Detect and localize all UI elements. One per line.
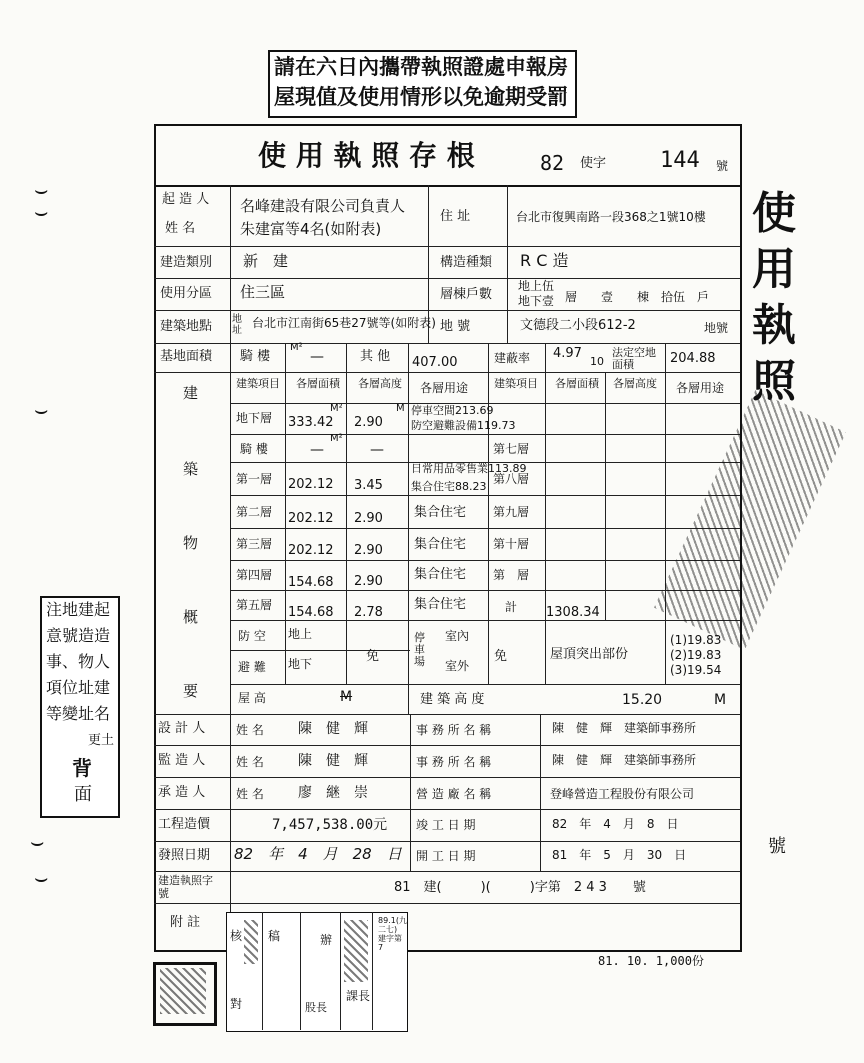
notice-line2: 屋現值及使用情形以免逾期受罰 xyxy=(274,84,568,109)
site-addr-label: 地址 xyxy=(232,314,242,336)
floors-units: 層 壹 棟 拾伍 戶 xyxy=(565,290,710,304)
address-label: 住 址 xyxy=(440,209,471,224)
left-heading-4: 概 xyxy=(183,608,199,626)
license-number: 144 xyxy=(660,148,700,173)
height-header-2: 各層高度 xyxy=(613,377,657,390)
roof-1: (1)19.83 xyxy=(670,633,722,647)
arcade-label: 騎 樓 xyxy=(240,349,271,364)
floors-label: 層棟戶數 xyxy=(440,287,493,302)
open-space-value: 204.88 xyxy=(670,351,716,366)
contractor-name-label: 姓 名 xyxy=(236,787,264,801)
parking-outdoor: 室外 xyxy=(445,659,470,673)
permit-no-label: 建造執照字號 xyxy=(158,874,213,900)
side-note-line-2: 意號造造 xyxy=(46,626,111,645)
structure-value: R C 造 xyxy=(520,251,569,270)
license-year: 82 xyxy=(540,151,565,175)
f3-label: 第三層 xyxy=(236,537,273,551)
area-header-2: 各層面積 xyxy=(555,377,599,390)
basement-area-unit: M² xyxy=(330,403,343,414)
basement-use-2: 防空避難設備119.73 xyxy=(411,419,516,432)
cost-label: 工程造價 xyxy=(158,817,211,832)
area-header: 各層面積 xyxy=(296,377,340,390)
designer-label: 設 計 人 xyxy=(158,721,206,736)
side-note-line-7: 背 xyxy=(72,756,92,780)
zoning-label: 使用分區 xyxy=(160,286,213,301)
parking-indoor: 室內 xyxy=(445,629,470,643)
f2-label: 第二層 xyxy=(236,505,273,519)
f1-height: 3.45 xyxy=(354,478,383,493)
roof-height-value: M xyxy=(340,689,353,705)
f10-label: 第十層 xyxy=(493,537,530,551)
shelter-ground: 地上 xyxy=(288,627,313,641)
complete-date-label: 竣 工 日 期 xyxy=(416,818,476,832)
permit-no-value: 81 建( )( )字第 2 4 3 號 xyxy=(394,880,646,895)
designer-name-label: 姓 名 xyxy=(236,723,264,737)
f3-height: 2.90 xyxy=(354,543,383,558)
floors-below: 地下壹 xyxy=(518,294,555,308)
form-code: 89.1(九二七)建字第7 xyxy=(378,916,407,952)
site-label: 建築地點 xyxy=(160,319,213,334)
binding-mark-5: ⌣ xyxy=(34,866,49,891)
f2-area: 202.12 xyxy=(288,511,334,526)
roof-proj-label: 屋頂突出部份 xyxy=(550,647,629,662)
f2-height: 2.90 xyxy=(354,511,383,526)
address-value: 台北市復興南路一段368之1號10樓 xyxy=(516,210,706,224)
side-note-line-6: 更土 xyxy=(88,733,115,748)
left-heading-5: 要 xyxy=(183,682,199,700)
arcade-row-area: — xyxy=(310,442,324,458)
approval-core: 核 xyxy=(230,929,243,943)
notice-line1: 請在六日內攜帶執照證處申報房 xyxy=(274,54,568,79)
shelter-label-2: 避 難 xyxy=(238,660,266,674)
coverage-frac: 10 xyxy=(590,355,604,368)
applicant-value2: 朱建富等4名(如附表) xyxy=(240,220,382,238)
issue-date-value: 82 年 4 月 28 日 xyxy=(234,845,402,863)
f4-height: 2.90 xyxy=(354,574,383,589)
contractor-firm-label: 營 造 廠 名 稱 xyxy=(416,787,492,801)
official-seal-texture xyxy=(160,968,206,1014)
binding-mark-4: ⌣ xyxy=(30,830,45,855)
f1-area: 202.12 xyxy=(288,477,334,492)
roof-3: (3)19.54 xyxy=(670,663,722,677)
floors-above: 地上伍 xyxy=(518,279,555,293)
lot-value: 文德段二小段612-2 xyxy=(520,318,636,333)
parking-label: 停車場 xyxy=(414,631,425,668)
bld-height-label: 建 築 高 度 xyxy=(420,692,485,707)
arcade-row-label: 騎 樓 xyxy=(240,442,268,456)
arcade-row-height: — xyxy=(370,442,384,458)
designer-value: 陳 健 輝 xyxy=(298,721,368,737)
items-header-2: 建築項目 xyxy=(494,377,538,390)
zoning-value: 住三區 xyxy=(240,283,286,301)
issue-date-label: 發照日期 xyxy=(158,848,211,863)
lot-label: 地 號 xyxy=(440,319,471,334)
applicant-name-label: 姓 名 xyxy=(165,221,196,236)
arcade-unit: M² xyxy=(290,342,303,353)
total-mark: 計 xyxy=(505,600,518,614)
side-note-line-3: 事、物人 xyxy=(46,652,111,671)
structure-label: 構造種類 xyxy=(440,255,493,270)
side-note-line-8: 面 xyxy=(74,784,92,805)
supervisor-value: 陳 健 輝 xyxy=(298,753,368,769)
left-heading-1: 建 xyxy=(183,384,199,402)
f5-area: 154.68 xyxy=(288,605,334,620)
f5-label: 第五層 xyxy=(236,598,273,612)
side-vertical-title: 使用執照 xyxy=(752,188,796,407)
supervisor-label: 監 造 人 xyxy=(158,753,206,768)
applicant-label: 起 造 人 xyxy=(162,192,210,207)
approval-check: 對 xyxy=(230,997,243,1011)
roof-height-label: 屋 高 xyxy=(238,691,266,705)
parking-exempt: 免 xyxy=(494,649,508,664)
f3-use: 集合住宅 xyxy=(414,537,467,552)
arcade-value: — xyxy=(310,349,324,365)
left-heading-3: 物 xyxy=(183,534,199,552)
open-date-value: 81 年 5 月 30 日 xyxy=(552,848,687,862)
f3-area: 202.12 xyxy=(288,543,334,558)
open-date-label: 開 工 日 期 xyxy=(416,849,476,863)
build-type-label: 建造類別 xyxy=(160,255,213,270)
coverage-label: 建蔽率 xyxy=(494,351,531,365)
fx-label: 第 層 xyxy=(493,568,530,582)
left-heading-2: 築 xyxy=(183,460,199,478)
side-page-mark: 號 xyxy=(768,836,786,857)
side-note-line-4: 項位址建 xyxy=(46,678,111,697)
notes-label: 附 註 xyxy=(170,915,201,930)
basement-height-unit: M xyxy=(396,403,405,414)
f5-height: 2.78 xyxy=(354,605,383,620)
site-value: 台北市江南街65巷27號等(如附表) xyxy=(252,316,436,330)
approval-handle: 辦 xyxy=(320,933,333,947)
binding-mark-1: ⌣ xyxy=(34,178,49,203)
f4-label: 第四層 xyxy=(236,568,273,582)
applicant-value: 名峰建設有限公司負責人 xyxy=(240,197,406,215)
basement-area: 333.42 xyxy=(288,415,334,430)
f8-label: 第八層 xyxy=(493,472,530,486)
signature-mark-2 xyxy=(344,920,368,982)
binding-mark-3: ⌣ xyxy=(34,398,49,423)
basement-height: 2.90 xyxy=(354,415,383,430)
designer-office-value: 陳 健 輝 建築師事務所 xyxy=(552,721,697,735)
height-header: 各層高度 xyxy=(358,377,402,390)
license-hao: 號 xyxy=(716,159,729,173)
f1-use-2: 集合住宅88.23 xyxy=(411,480,487,493)
lot-suffix: 地號 xyxy=(704,321,729,335)
shelter-under: 地下 xyxy=(288,657,313,671)
f5-use: 集合住宅 xyxy=(414,597,467,612)
f9-label: 第九層 xyxy=(493,505,530,519)
f1-label: 第一層 xyxy=(236,472,273,486)
signature-mark-1 xyxy=(244,920,258,964)
other-label: 其 他 xyxy=(360,349,391,364)
cost-value: 7,457,538.00元 xyxy=(272,817,388,833)
license-zi: 使字 xyxy=(580,156,607,171)
coverage-value: 4.97 xyxy=(553,346,582,361)
f4-use: 集合住宅 xyxy=(414,567,467,582)
supervisor-name-label: 姓 名 xyxy=(236,755,264,769)
basement-use-1: 停車空間213.69 xyxy=(411,404,494,417)
land-area-label: 基地面積 xyxy=(160,349,213,364)
basement-label: 地下層 xyxy=(236,411,273,425)
use-header-2: 各層用途 xyxy=(676,381,725,395)
supervisor-office-label: 事 務 所 名 稱 xyxy=(416,755,492,769)
approval-section-chief: 課長 xyxy=(346,989,371,1003)
contractor-value: 廖 継 崇 xyxy=(298,785,368,801)
approval-unit-chief: 股長 xyxy=(305,1001,327,1014)
build-type-value: 新 建 xyxy=(243,252,289,270)
side-note-line-1: 注地建起 xyxy=(46,600,111,619)
total-area: 1308.34 xyxy=(546,605,600,620)
roof-2: (2)19.83 xyxy=(670,648,722,662)
f2-use: 集合住宅 xyxy=(414,505,467,520)
shelter-label-1: 防 空 xyxy=(238,629,266,643)
complete-date-value: 82 年 4 月 8 日 xyxy=(552,817,679,831)
side-note-line-5: 等變址名 xyxy=(46,704,111,723)
designer-office-label: 事 務 所 名 稱 xyxy=(416,723,492,737)
page-title: 使 用 執 照 存 根 xyxy=(258,139,475,172)
supervisor-office-value: 陳 健 輝 建築師事務所 xyxy=(552,753,697,767)
f7-label: 第七層 xyxy=(493,442,530,456)
use-header: 各層用途 xyxy=(420,381,469,395)
f4-area: 154.68 xyxy=(288,575,334,590)
shelter-exempt: 免 xyxy=(366,649,380,664)
other-value: 407.00 xyxy=(412,355,458,370)
f1-use-1: 日常用品零售業113.89 xyxy=(411,462,527,475)
contractor-firm-value: 登峰營造工程股份有限公司 xyxy=(550,787,695,801)
items-header: 建築項目 xyxy=(236,377,280,390)
contractor-label: 承 造 人 xyxy=(158,785,206,800)
binding-mark-2: ⌣ xyxy=(34,200,49,225)
bld-height-value: 15.20 xyxy=(622,692,663,708)
approval-draft: 稿 xyxy=(268,929,281,943)
arcade-row-unit: M² xyxy=(330,433,343,444)
open-space-label: 法定空地面積 xyxy=(612,346,656,371)
bld-height-unit: M xyxy=(714,692,727,708)
print-run: 81. 10. 1,000份 xyxy=(598,954,704,968)
